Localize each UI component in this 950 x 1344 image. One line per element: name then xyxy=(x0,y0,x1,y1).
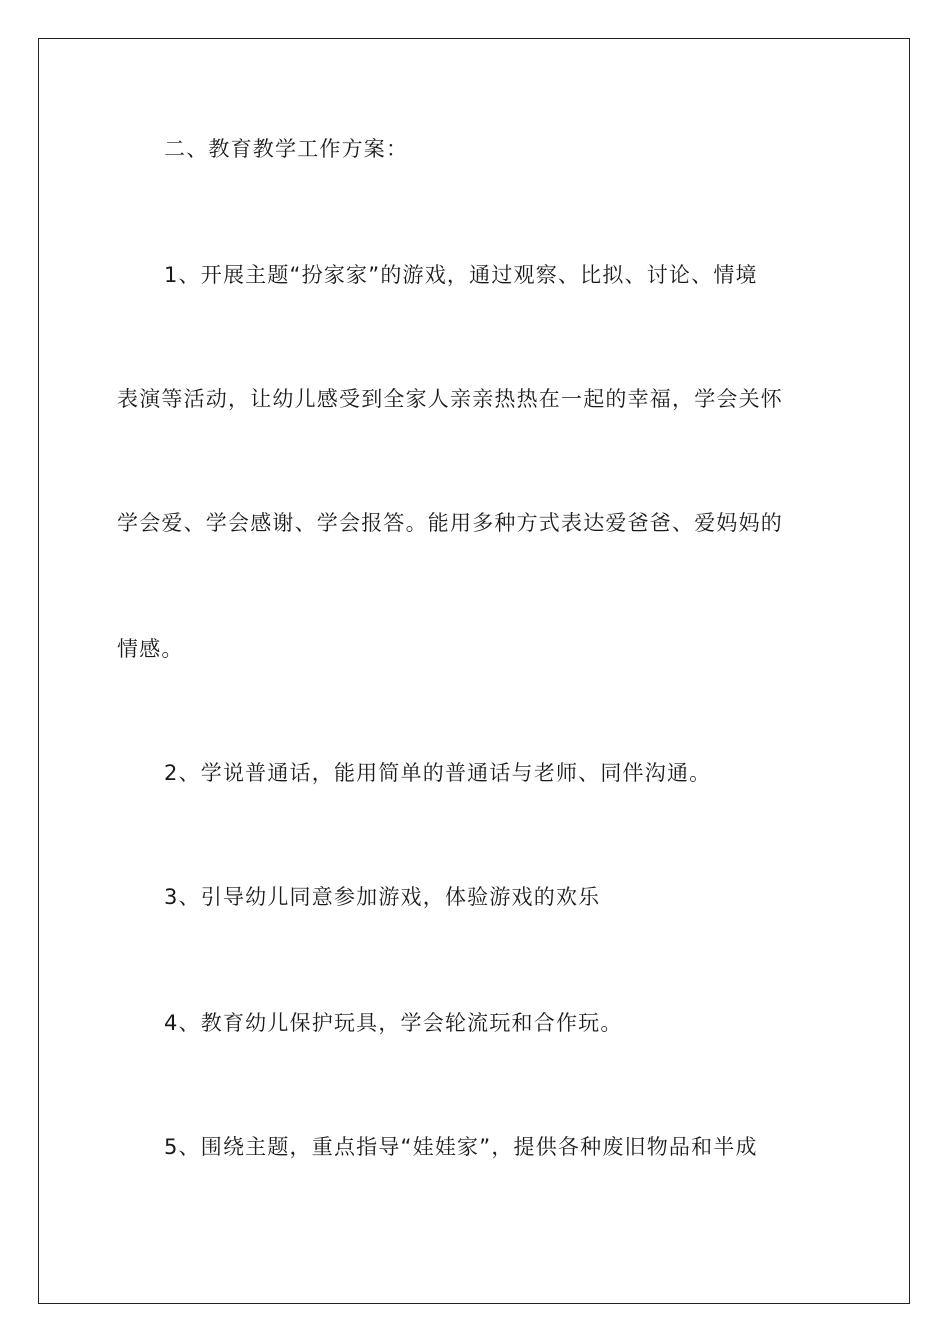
paragraph-line: 2、学说普通话，能用简单的普通话与老师、同伴沟通。 xyxy=(164,761,712,785)
paragraph-line: 3、引导幼儿同意参加游戏，体验游戏的欢乐 xyxy=(164,885,601,909)
paragraph-line: 4、教育幼儿保护玩具，学会轮流玩和合作玩。 xyxy=(164,1011,623,1035)
paragraph-line: 表演等活动，让幼儿感受到全家人亲亲热热在一起的幸福，学会关怀 xyxy=(117,387,783,411)
paragraph-line: 5、围绕主题，重点指导“娃娃家”，提供各种废旧物品和半成 xyxy=(164,1135,758,1159)
page-border xyxy=(38,38,910,1304)
paragraph-line: 学会爱、学会感谢、学会报答。能用多种方式表达爱爸爸、爱妈妈的 xyxy=(117,511,783,535)
paragraph-line: 1、开展主题“扮家家”的游戏，通过观察、比拟、讨论、情境 xyxy=(164,263,758,287)
paragraph-line: 情感。 xyxy=(117,637,184,661)
section-heading: 二、教育教学工作方案： xyxy=(164,137,409,161)
